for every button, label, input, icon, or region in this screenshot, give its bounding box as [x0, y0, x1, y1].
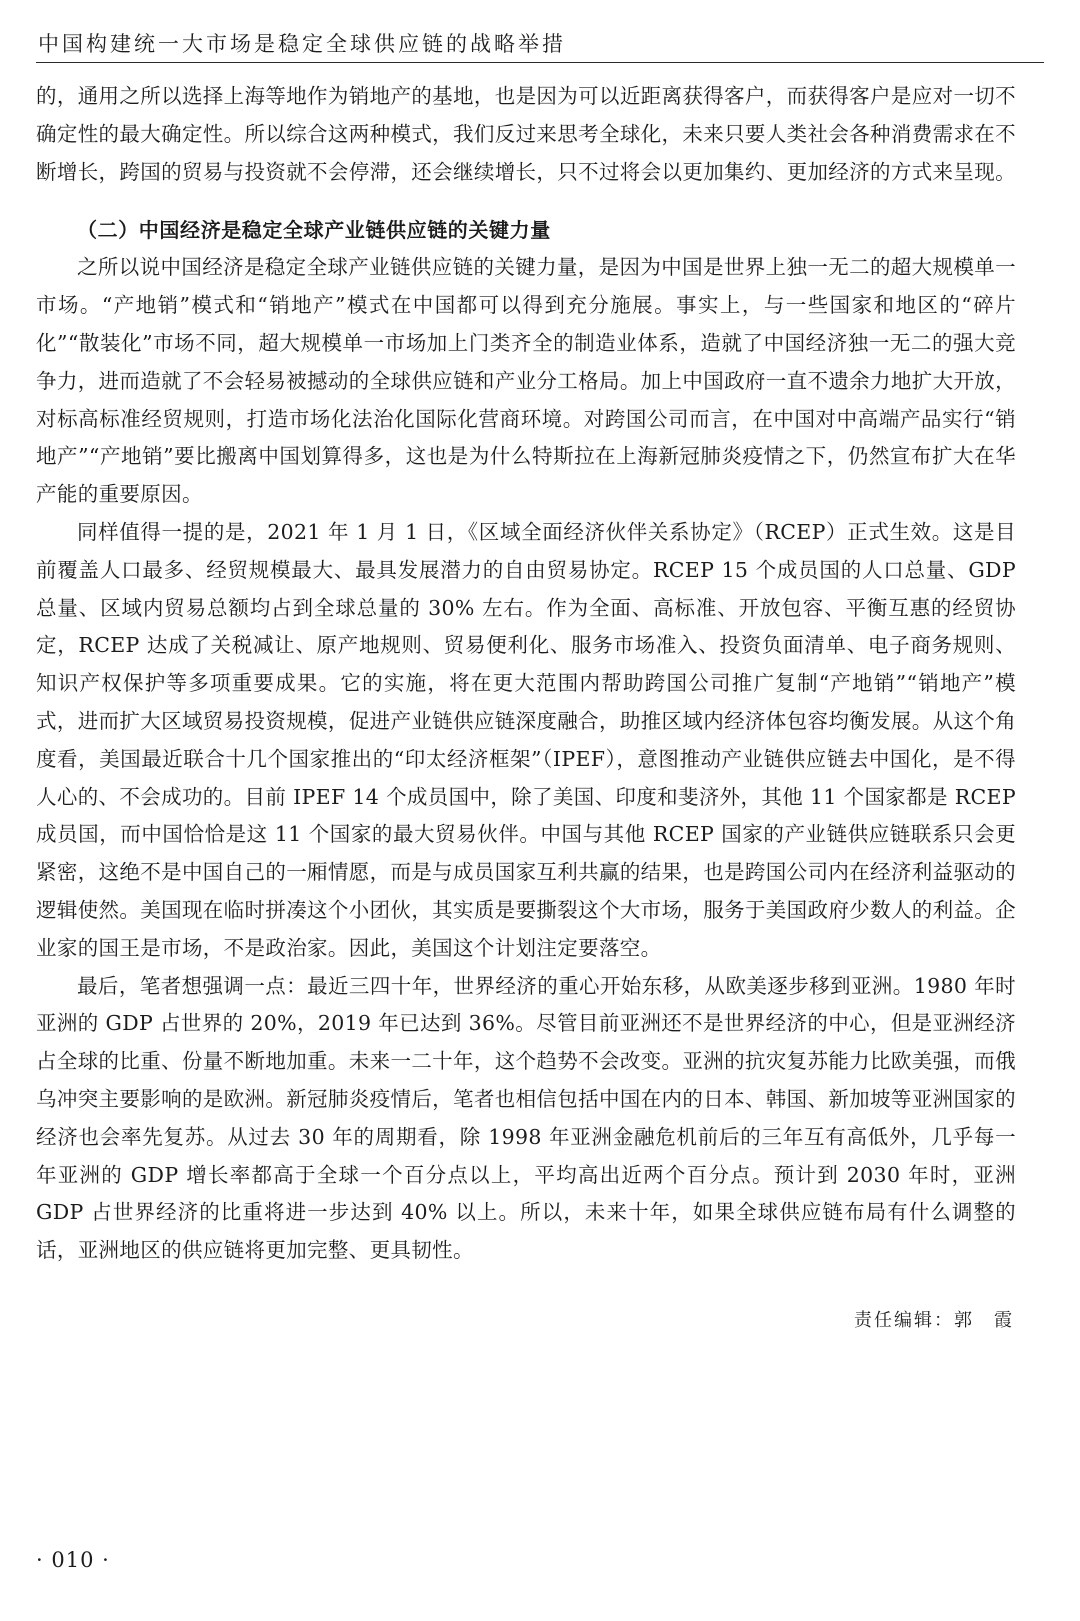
editor-credit: 责任编辑：郭 霞 — [854, 1310, 1014, 1331]
running-header — [36, 22, 1044, 63]
paragraph-china-economy: 之所以说中国经济是稳定全球产业链供应链的关键力量，是因为中国是世界上独一无二的超大规模单一市场。“产地销”模式和“销地产”模式在中国都可以得到充分施展。事实上，与一些国家和地区的“碎片化”“散装化”市场不同，超大规模单一市场加上门类齐全的制造业体系，造就了中国经济独一无二的强大竞争力，进而造就了不会轻易被撼动的全球供应链和产业分工格局。加上中国政府一直不遗余力地扩大开放，对标高标准经贸规则，打造市场化法治化国际化营商环境。对跨国公司而言，在中国对中高端产品实行“销地产”“产地销”要比搬离中国划算得多，这也是为什么特斯拉在上海新冠肺炎疫情之下，仍然宣布扩大在华产能的重要原因。 — [36, 255, 1016, 507]
article-body — [36, 78, 1016, 1270]
paragraph-asia: 最后，笔者想强调一点：最近三四十年，世界经济的重心开始东移，从欧美逐步移到亚洲。1980 年时亚洲的 GDP 占世界的 20%，2019 年已达到 36%。尽管目前亚洲还不是世界经济的中心，但是亚洲经济占全球的比重、份量不断地加重。未来一二十年，这个趋势不会改变。亚洲的抗灾复苏能力比欧美强，而俄乌冲突主要影响的是欧洲。新冠肺炎疫情后，笔者也相信包括中国在内的日本、韩国、新加坡等亚洲国家的经济也会率先复苏。从过去 30 年的周期看，除 1998 年亚洲金融危机前后的三年互有高低外，几乎每一年亚洲的 GDP 增长率都高于全球一个百分点以上，平均高出近两个百分点。预计到 2030 年时，亚洲 GDP 占世界经济的比重将进一步达到 40% 以上。所以，未来十年，如果全球供应链布局有什么调整的话，亚洲地区的供应链将更加完整、更具韧性。 — [36, 973, 1016, 1263]
paragraph-continued: 的，通用之所以选择上海等地作为销地产的基地，也是因为可以近距离获得客户，而获得客户是应对一切不确定性的最大确定性。所以综合这两种模式，我们反过来思考全球化，未来只要人类社会各种消费需求在不断增长，跨国的贸易与投资就不会停滞，还会继续增长，只不过将会以更加集约、更加经济的方式来呈现。 — [36, 84, 1016, 184]
page-number: · 010 · — [36, 1548, 110, 1572]
section-heading: （二）中国经济是稳定全球产业链供应链的关键力量 — [77, 218, 551, 243]
running-title: 中国构建统一大市场是稳定全球供应链的战略举措 — [38, 32, 566, 56]
paragraph-rcep: 同样值得一提的是，2021 年 1 月 1 日，《区域全面经济伙伴关系协定》（RCEP）正式生效。这是目前覆盖人口最多、经贸规模最大、最具发展潜力的自由贸易协定。RCEP 15 个成员国的人口总量、GDP 总量、区域内贸易总额均占到全球总量的 30% 左右。作为全面、高标准、开放包容、平衡互惠的经贸协定，RCEP 达成了关税减让、原产地规则、贸易便利化、服务市场准入、投资负面清单、电子商务规则、知识产权保护等多项重要成果。它的实施，将在更大范围内帮助跨国公司推广复制“产地销”“销地产”模式，进而扩大区域贸易投资规模，促进产业链供应链深度融合，助推区域内经济体包容均衡发展。从这个角度看，美国最近联合十几个国家推出的“印太经济框架”（IPEF），意图推动产业链供应链去中国化，是不得人心的、不会成功的。目前 IPEF 14 个成员国中，除了美国、印度和斐济外，其他 11 个国家都是 RCEP 成员国，而中国恰恰是这 11 个国家的最大贸易伙伴。中国与其他 RCEP 国家的产业链供应链联系只会更紧密，这绝不是中国自己的一厢情愿，而是与成员国家互利共赢的结果，也是跨国公司内在经济利益驱动的逻辑使然。美国现在临时拼凑这个小团伙，其实质是要撕裂这个大市场，服务于美国政府少数人的利益。企业家的国王是市场，不是政治家。因此，美国这个计划注定要落空。 — [36, 519, 1016, 960]
